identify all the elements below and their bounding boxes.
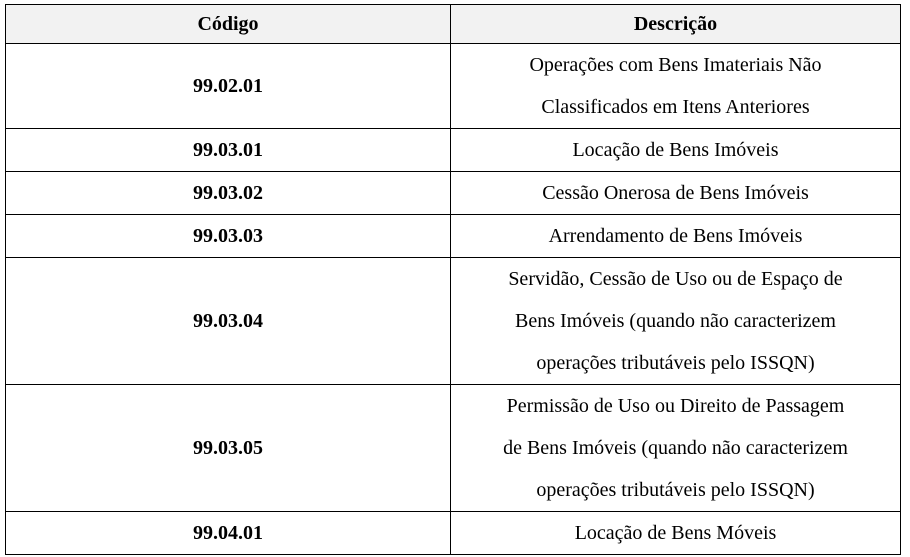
row-code: 99.03.05 xyxy=(6,385,451,512)
row-description xyxy=(451,258,901,385)
header-code: Código xyxy=(6,5,451,44)
description-line: Servidão, Cessão de Uso ou de Espaço de xyxy=(508,268,843,290)
description-line: Cessão Onerosa de Bens Imóveis xyxy=(542,182,809,204)
description-line: Operações com Bens Imateriais Não xyxy=(529,54,822,76)
table-row xyxy=(6,385,901,512)
table-row xyxy=(6,258,901,385)
row-description xyxy=(451,172,901,215)
row-description xyxy=(451,385,901,512)
description-line: Classificados em Itens Anteriores xyxy=(541,96,810,118)
table-row xyxy=(6,172,901,215)
description-line: Locação de Bens Móveis xyxy=(574,522,777,544)
header-description: Descrição xyxy=(451,5,901,44)
description-line: Permissão de Uso ou Direito de Passagem xyxy=(506,395,845,417)
table-row xyxy=(6,129,901,172)
header-row xyxy=(6,5,901,44)
row-code: 99.02.01 xyxy=(6,44,451,129)
description-line: Arrendamento de Bens Imóveis xyxy=(548,225,803,247)
row-description xyxy=(451,512,901,555)
table-row xyxy=(6,512,901,555)
description-line: de Bens Imóveis (quando não caracterizem xyxy=(503,437,848,459)
row-code: 99.03.02 xyxy=(6,172,451,215)
row-code: 99.04.01 xyxy=(6,512,451,555)
description-line: operações tributáveis pelo ISSQN) xyxy=(536,479,815,501)
description-line: operações tributáveis pelo ISSQN) xyxy=(536,352,815,374)
row-description xyxy=(451,129,901,172)
description-line: Locação de Bens Imóveis xyxy=(572,139,779,161)
table-row xyxy=(6,44,901,129)
codes-table xyxy=(5,4,901,555)
table-row xyxy=(6,215,901,258)
row-description xyxy=(451,215,901,258)
row-description xyxy=(451,44,901,129)
row-code: 99.03.01 xyxy=(6,129,451,172)
description-line: Bens Imóveis (quando não caracterizem xyxy=(515,310,836,332)
row-code: 99.03.04 xyxy=(6,258,451,385)
row-code: 99.03.03 xyxy=(6,215,451,258)
